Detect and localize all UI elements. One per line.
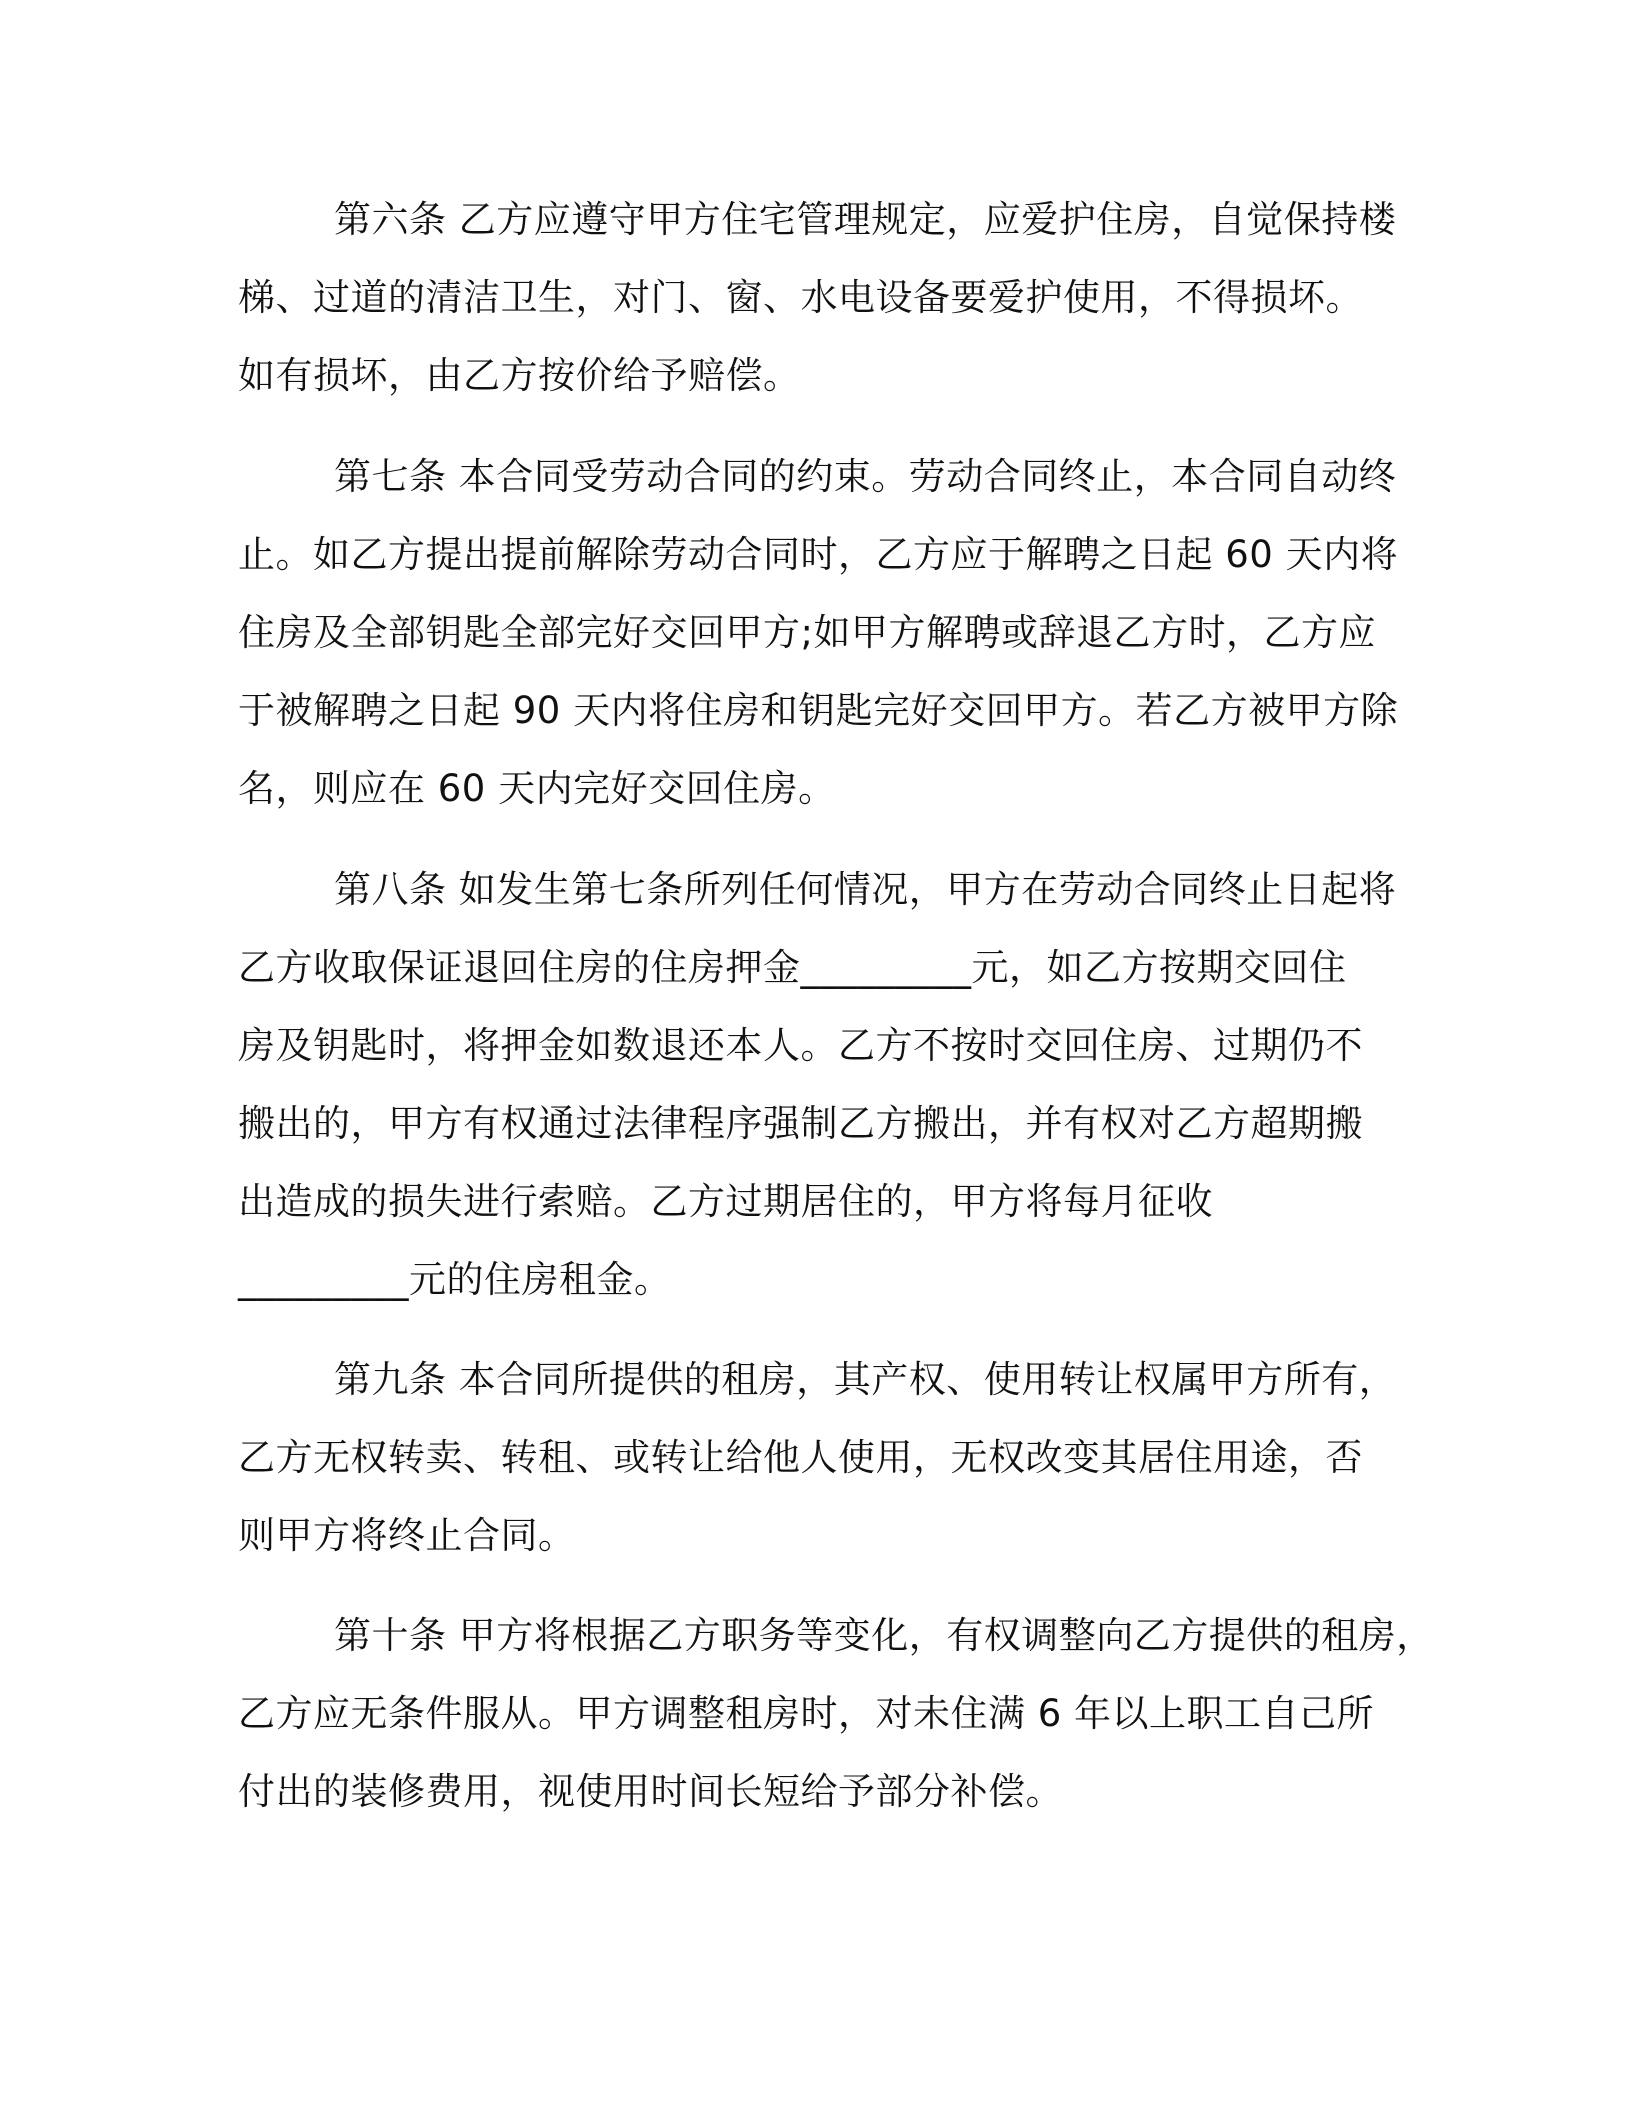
article-9: [238, 1341, 1408, 1575]
article-8: [238, 851, 1408, 1319]
text-line: 第九条 本合同所提供的租房，其产权、使用转让权属甲方所有，: [334, 1358, 1397, 1401]
text-line: _________元的住房租金。: [238, 1258, 672, 1301]
text-line: 乙方应无条件服从。甲方调整租房时，对未住满 6 年以上职工自己所: [238, 1692, 1375, 1735]
text-line: 乙方收取保证退回住房的住房押金_________元，如乙方按期交回住: [238, 946, 1347, 989]
text-line: 止。如乙方提出提前解除劳动合同时，乙方应于解聘之日起 60 天内将: [238, 533, 1399, 576]
text-line: 房及钥匙时，将押金如数退还本人。乙方不按时交回住房、过期仍不: [238, 1024, 1363, 1067]
text-line: 出造成的损失进行索赔。乙方过期居住的，甲方将每月征收: [238, 1180, 1213, 1223]
article-6: [238, 181, 1408, 415]
text-line: 搬出的，甲方有权通过法律程序强制乙方搬出，并有权对乙方超期搬: [238, 1102, 1363, 1145]
text-line: 住房及全部钥匙全部完好交回甲方;如甲方解聘或辞退乙方时，乙方应: [238, 611, 1376, 654]
text-line: 梯、过道的清洁卫生，对门、窗、水电设备要爱护使用，不得损坏。: [238, 276, 1363, 319]
article-10: [238, 1597, 1434, 1831]
text-line: 第八条 如发生第七条所列任何情况，甲方在劳动合同终止日起将: [334, 868, 1397, 911]
text-line: 第十条 甲方将根据乙方职务等变化，有权调整向乙方提供的租房，: [334, 1614, 1434, 1657]
text-line: 第六条 乙方应遵守甲方住宅管理规定，应爱护住房，自觉保持楼: [334, 198, 1397, 241]
text-line: 则甲方将终止合同。: [238, 1514, 576, 1557]
text-line: 乙方无权转卖、转租、或转让给他人使用，无权改变其居住用途，否: [238, 1436, 1363, 1479]
text-line: 如有损坏，由乙方按价给予赔偿。: [238, 354, 801, 397]
article-7: [238, 438, 1408, 828]
text-line: 名，则应在 60 天内完好交回住房。: [238, 767, 836, 810]
text-line: 第七条 本合同受劳动合同的约束。劳动合同终止，本合同自动终: [334, 455, 1397, 498]
text-line: 付出的装修费用，视使用时间长短给予部分补偿。: [238, 1770, 1063, 1813]
text-line: 于被解聘之日起 90 天内将住房和钥匙完好交回甲方。若乙方被甲方除: [238, 689, 1399, 732]
